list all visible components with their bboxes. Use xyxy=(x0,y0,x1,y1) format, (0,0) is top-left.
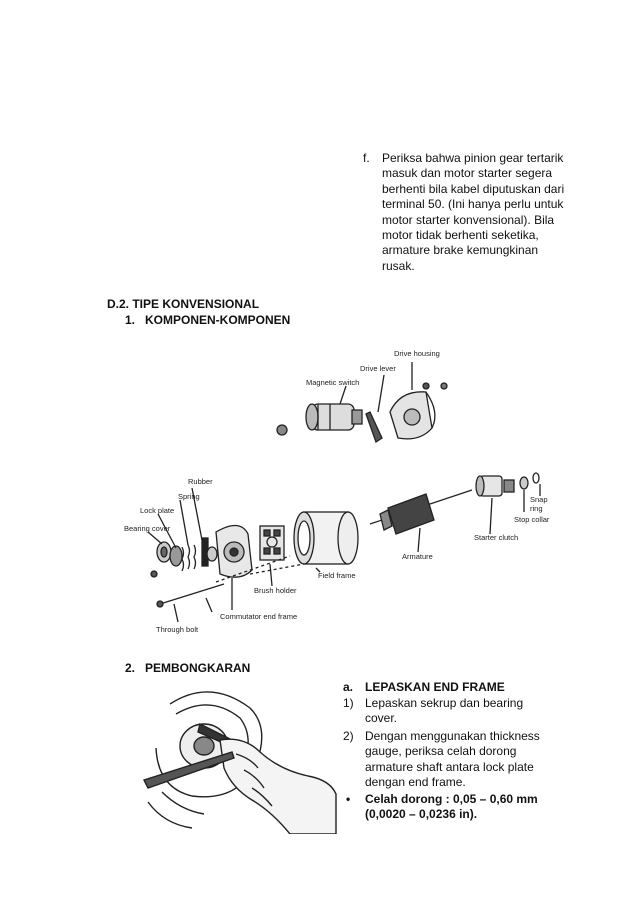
step-1-line: Lepaskan sekrup dan bearing xyxy=(365,696,524,710)
step-f-line: motor tidak berhenti seketika, xyxy=(382,228,539,243)
step-f-line: Periksa bahwa pinion gear tertarik xyxy=(382,151,564,165)
brush-holder-part xyxy=(260,526,284,560)
label-brush-holder: Brush holder xyxy=(254,586,297,595)
lock-plate-part xyxy=(170,546,182,566)
through-bolt-part xyxy=(157,584,224,612)
step-2-line: Dengan menggunakan thickness xyxy=(365,729,540,743)
bearing-cover-part xyxy=(157,542,171,562)
bullet-marker: • xyxy=(346,792,351,806)
step-f-line: masuk dan motor starter segera xyxy=(382,166,553,181)
label-through-bolt: Through bolt xyxy=(156,625,199,634)
armature-part xyxy=(370,490,472,534)
step-2-text xyxy=(365,729,540,791)
clearance-spec-line: Celah dorong : 0,05 – 0,60 mm xyxy=(365,792,538,806)
step-f-line: rusak. xyxy=(382,258,415,273)
subsection-1-number: 1. xyxy=(125,313,136,327)
step-1-marker: 1) xyxy=(343,696,354,710)
magnetic-switch-part xyxy=(306,404,362,430)
step-2-line: dengan end frame. xyxy=(365,775,466,790)
step-1-line: cover. xyxy=(365,711,398,726)
label-lock-plate: Lock plate xyxy=(140,506,175,515)
label-drive-lever: Drive lever xyxy=(360,364,396,373)
step-f-line: armature brake kemungkinan xyxy=(382,243,539,258)
label-commutator-end-frame: Commutator end frame xyxy=(220,612,298,621)
field-frame-part xyxy=(294,512,358,564)
step-2-line: gauge, periksa celah dorong xyxy=(365,744,517,759)
drive-housing-part xyxy=(390,383,435,439)
label-rubber: Rubber xyxy=(188,477,213,486)
end-frame-removal-illustration xyxy=(140,684,340,834)
label-starter-clutch: Starter clutch xyxy=(474,533,519,542)
step-2-marker: 2) xyxy=(343,729,354,743)
label-magnetic-switch: Magnetic switch xyxy=(306,378,360,387)
subsection-1-title: KOMPONEN-KOMPONEN xyxy=(145,313,291,327)
step-f-line: motor starter konvensional). Bila xyxy=(382,212,555,227)
label-field-frame: Field frame xyxy=(318,571,356,580)
step-f-text xyxy=(382,151,564,274)
label-stop-collar: Stop collar xyxy=(514,515,550,524)
step-a-title: LEPASKAN END FRAME xyxy=(365,680,505,694)
label-snap-ring-line-1: Snap xyxy=(530,495,548,504)
clearance-spec-line: (0,0020 – 0,0236 in). xyxy=(365,807,478,822)
commutator-end-frame-part xyxy=(216,525,252,577)
starter-exploded-diagram xyxy=(120,342,560,642)
step-2-line: armature shaft antara lock plate xyxy=(365,759,534,774)
section-heading: D.2. TIPE KONVENSIONAL xyxy=(107,297,260,311)
step-1-text xyxy=(365,696,523,727)
starter-clutch-part xyxy=(476,476,514,496)
step-f-line: terminal 50. (Ini hanya perlu untuk xyxy=(382,197,564,212)
label-bearing-cover: Bearing cover xyxy=(124,524,171,533)
subsection-2-number: 2. xyxy=(125,661,136,675)
clearance-spec xyxy=(365,792,538,823)
subsection-2-title: PEMBONGKARAN xyxy=(145,661,251,675)
step-f-line: berhenti bila kabel diputuskan dari xyxy=(382,181,565,196)
label-snap-ring-line-2: ring xyxy=(530,504,543,513)
label-spring: Spring xyxy=(178,492,200,501)
step-a-marker: a. xyxy=(343,680,354,694)
label-armature: Armature xyxy=(402,552,433,561)
label-drive-housing: Drive housing xyxy=(394,349,440,358)
step-f-marker: f. xyxy=(363,151,370,165)
spring-part xyxy=(182,545,196,571)
